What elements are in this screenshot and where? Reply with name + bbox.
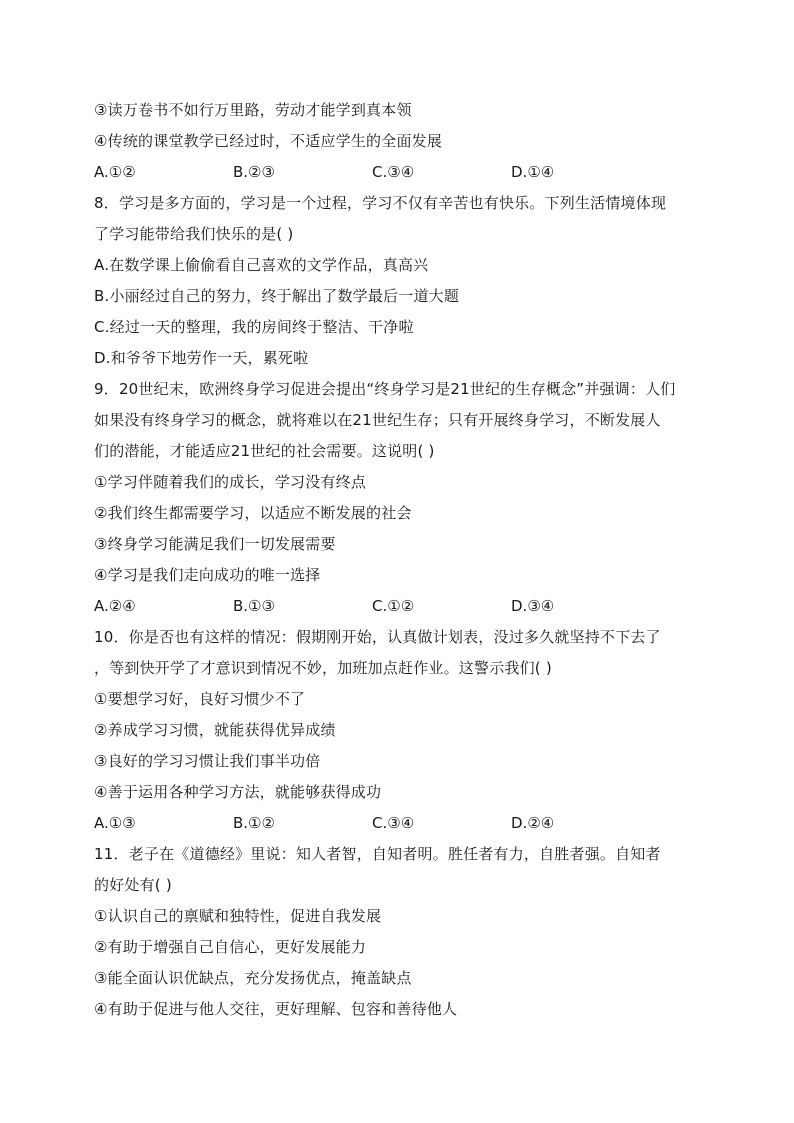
question-7 (94, 95, 706, 188)
statement-4: ④传统的课堂教学已经过时，不适应学生的全面发展 (94, 132, 443, 150)
statement-3: ③终身学习能满足我们一切发展需要 (94, 535, 336, 553)
exam-page (94, 95, 706, 1025)
question-stem: 们的潜能，才能适应21世纪的社会需要。这说明( ) (94, 442, 435, 460)
question-8 (94, 188, 706, 374)
answer-options (94, 591, 706, 622)
statement-4: ④学习是我们走向成功的唯一选择 (94, 566, 321, 584)
statement-2: ②我们终生都需要学习，以适应不断发展的社会 (94, 504, 412, 522)
question-stem: 了学习能带给我们快乐的是( ) (94, 225, 294, 243)
option-a: A.②④ (94, 597, 136, 615)
statement-1: ①认识自己的禀赋和独特性，促进自我发展 (94, 907, 382, 925)
choice-c: C.经过一天的整理，我的房间终于整洁、干净啦 (94, 318, 414, 336)
statement-2: ②养成学习习惯，就能获得优异成绩 (94, 721, 336, 739)
statement-1: ①学习伴随着我们的成长，学习没有终点 (94, 473, 367, 491)
question-stem: 如果没有终身学习的概念，就将难以在21世纪生存；只有开展终身学习，不断发展人 (94, 411, 661, 429)
option-c: C.①② (372, 597, 415, 615)
question-stem: 11．老子在《道德经》里说：知人者智，自知者明。胜任者有力，自胜者强。自知者 (94, 845, 661, 863)
statement-3: ③良好的学习习惯让我们事半功倍 (94, 752, 321, 770)
statement-3: ③读万卷书不如行万里路，劳动才能学到真本领 (94, 101, 412, 119)
statement-2: ②有助于增强自己自信心，更好发展能力 (94, 938, 367, 956)
statement-3: ③能全面认识优缺点，充分发扬优点，掩盖缺点 (94, 969, 412, 987)
option-b: B.②③ (233, 163, 275, 181)
option-c: C.③④ (372, 163, 415, 181)
question-9 (94, 374, 706, 622)
choice-a: A.在数学课上偷偷看自己喜欢的文学作品，真高兴 (94, 256, 429, 274)
option-b: B.①② (233, 814, 275, 832)
option-d: D.③④ (511, 597, 555, 615)
option-d: D.②④ (511, 814, 555, 832)
answer-options (94, 157, 706, 188)
question-10 (94, 622, 706, 839)
choice-b: B.小丽经过自己的努力，终于解出了数学最后一道大题 (94, 287, 460, 305)
statement-4: ④善于运用各种学习方法，就能够获得成功 (94, 783, 382, 801)
question-stem: 的好处有( ) (94, 876, 172, 894)
option-a: A.①③ (94, 814, 136, 832)
statement-4: ④有助于促进与他人交往，更好理解、包容和善待他人 (94, 1000, 458, 1018)
option-a: A.①② (94, 163, 136, 181)
question-stem: 9．20世纪末，欧洲终身学习促进会提出“终身学习是21世纪的生存概念”并强调：人们 (94, 380, 676, 398)
question-stem: ，等到快开学了才意识到情况不妙，加班加点赶作业。这警示我们( ) (94, 659, 552, 677)
question-stem: 10．你是否也有这样的情况：假期刚开始，认真做计划表，没过多久就坚持不下去了 (94, 628, 661, 646)
question-11 (94, 839, 706, 1025)
statement-1: ①要想学习好，良好习惯少不了 (94, 690, 306, 708)
choice-d: D.和爷爷下地劳作一天，累死啦 (94, 349, 309, 367)
answer-options (94, 808, 706, 839)
option-c: C.③④ (372, 814, 415, 832)
question-stem: 8．学习是多方面的，学习是一个过程，学习不仅有辛苦也有快乐。下列生活情境体现 (94, 194, 667, 212)
option-d: D.①④ (511, 163, 555, 181)
option-b: B.①③ (233, 597, 275, 615)
